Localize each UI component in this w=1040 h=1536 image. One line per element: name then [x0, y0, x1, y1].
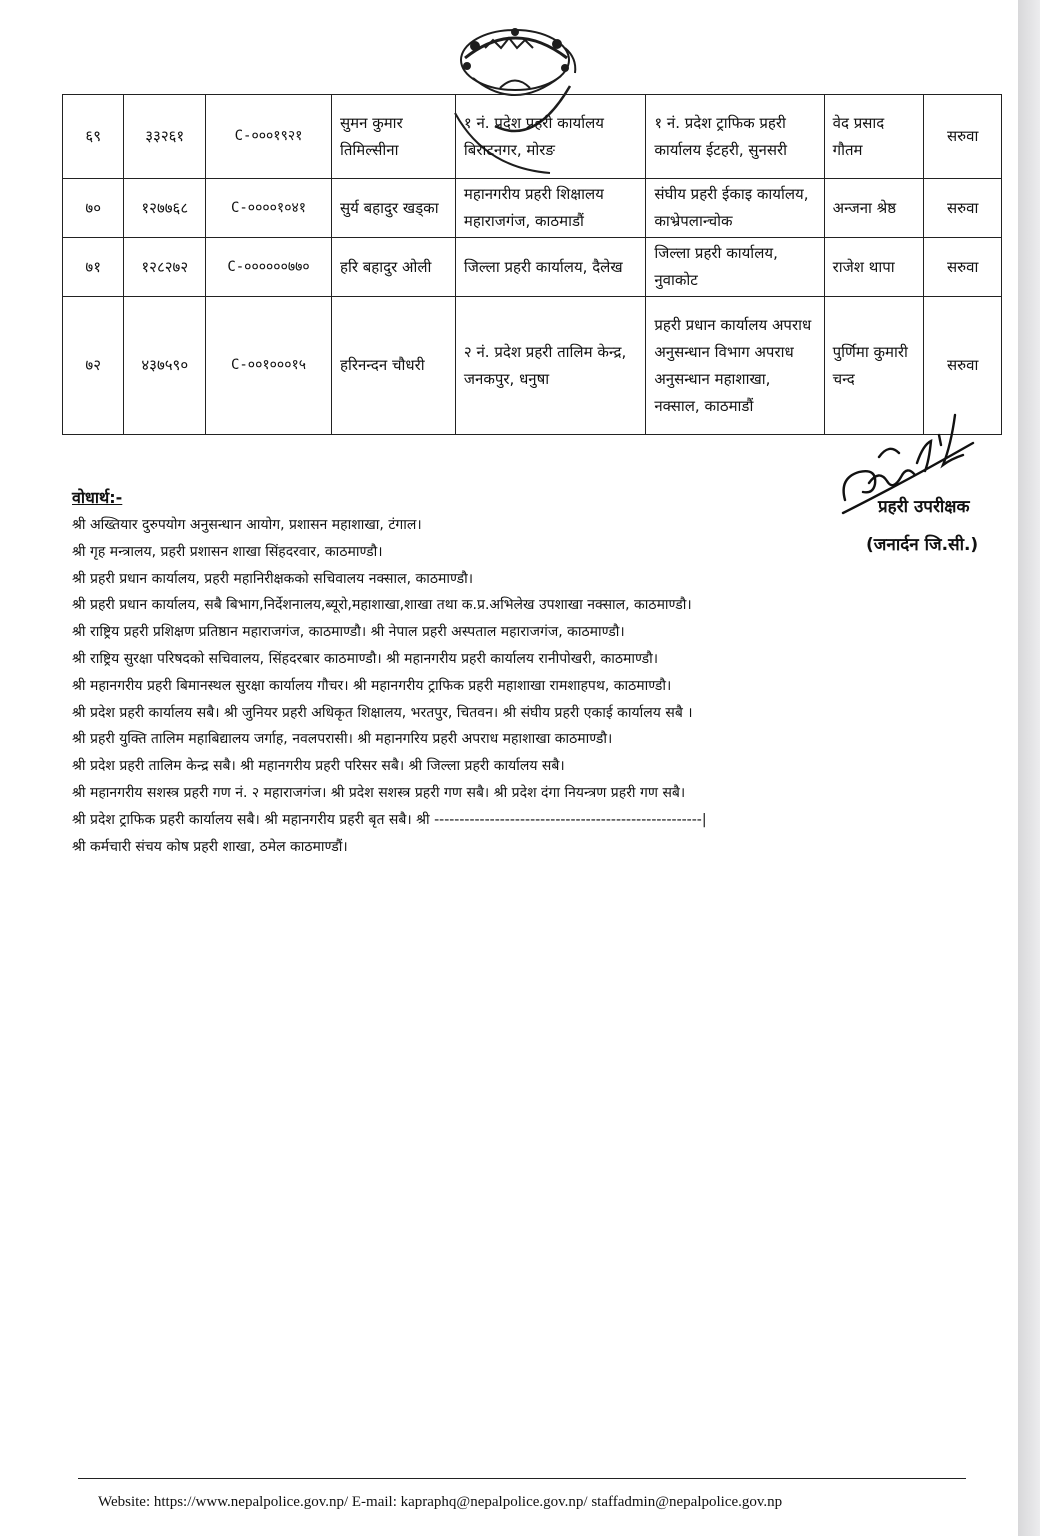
signatory-name: (जनार्दन जि.सी.) [866, 535, 979, 555]
approver-cell: राजेश थापा [824, 238, 924, 297]
list-item: श्री प्रहरी प्रधान कार्यालय, प्रहरी महानिरीक्षकको सचिवालय नक्साल, काठमाण्डौ। [72, 570, 474, 587]
table-row [63, 179, 1002, 238]
approver-cell: वेद प्रसाद गौतम [824, 95, 924, 179]
to-office-cell: जिल्ला प्रहरी कार्यालय, नुवाकोट [646, 238, 824, 297]
approver-cell: पुर्णिमा कुमारी चन्द [824, 297, 924, 435]
id-cell: १२७७६८ [124, 179, 206, 238]
list-item: श्री प्रदेश ट्राफिक प्रहरी कार्यालय सबै। श्री महानगरीय प्रहरी बृत सबै। श्री -----------------------------------------------------| [72, 811, 707, 828]
list-item: श्री महानगरीय प्रहरी बिमानस्थल सुरक्षा कार्यालय गौचर। श्री महानगरीय ट्राफिक प्रहरी महाशाखा रामशाहपथ, काठमाण्डौ। [72, 677, 672, 694]
table-row [63, 238, 1002, 297]
list-item: श्री राष्ट्रिय सुरक्षा परिषदको सचिवालय, सिंहदरबार काठमाण्डौ। श्री महानगरीय प्रहरी कार्यालय रानीपोखरी, काठमाण्डौ। [72, 650, 659, 667]
transfer-table [62, 94, 1002, 435]
id-cell: ४३७५९० [124, 297, 206, 435]
list-item: श्री राष्ट्रिय प्रहरी प्रशिक्षण प्रतिष्ठान महाराजगंज, काठमाण्डौ। श्री नेपाल प्रहरी अस्पताल महाराजगंज, काठमाण्डौ। [72, 624, 625, 641]
to-office-cell: प्रहरी प्रधान कार्यालय अपराध अनुसन्धान विभाग अपराध अनुसन्धान महाशाखा, नक्साल, काठमाडौं [646, 297, 824, 435]
code-cell: C-००१०००१५ [206, 297, 332, 435]
transfer-type-cell: सरुवा [924, 238, 1002, 297]
signatory-title: प्रहरी उपरीक्षक [878, 497, 970, 517]
from-office-cell: २ नं. प्रदेश प्रहरी तालिम केन्द्र, जनकपुर, धनुषा [455, 297, 645, 435]
list-item: श्री महानगरीय सशस्त्र प्रहरी गण नं. २ महाराजगंज। श्री प्रदेश सशस्त्र प्रहरी गण सबै। श्री प्रदेश दंगा नियन्त्रण प्रहरी गण सबै। [72, 784, 686, 801]
code-cell: C-०००१९२१ [206, 95, 332, 179]
transfer-type-cell: सरुवा [924, 95, 1002, 179]
name-cell: हरि बहादुर ओली [331, 238, 455, 297]
from-office-cell: जिल्ला प्रहरी कार्यालय, दैलेख [455, 238, 645, 297]
from-office-cell: महानगरीय प्रहरी शिक्षालय महाराजगंज, काठमाडौं [455, 179, 645, 238]
serial-cell: ७१ [63, 238, 124, 297]
serial-cell: ६९ [63, 95, 124, 179]
serial-cell: ७० [63, 179, 124, 238]
name-cell: सुर्य बहादुर खड्का [331, 179, 455, 238]
list-item: श्री प्रदेश प्रहरी कार्यालय सबै। श्री जुनियर प्रहरी अधिकृत शिक्षालय, भरतपुर, चितवन। श्री संघीय प्रहरी एकाई कार्यालय सबै । [72, 704, 693, 721]
list-item: श्री प्रहरी प्रधान कार्यालय, सबै बिभाग,निर्देशनालय,ब्यूरो,महाशाखा,शाखा तथा क.प्र.अभिलेख उपशाखा नक्साल, काठमाण्डौ। [72, 597, 692, 614]
list-item: श्री कर्मचारी संचय कोष प्रहरी शाखा, ठमेल काठमाण्डौं। [72, 838, 348, 855]
transfer-type-cell: सरुवा [924, 179, 1002, 238]
list-item: श्री प्रहरी युक्ति तालिम महाबिद्यालय जर्गाह, नवलपरासी। श्री महानगरिय प्रहरी अपराध महाशाखा काठमाण्डौ। [72, 731, 613, 748]
table-row [63, 95, 1002, 179]
from-office-cell: १ नं. प्रदेश प्रहरी कार्यालय बिराटनगर, मोरङ [455, 95, 645, 179]
recipient-list [72, 512, 862, 860]
list-item: श्री गृह मन्त्रालय, प्रहरी प्रशासन शाखा सिंहदरवार, काठमाण्डौ। [72, 543, 383, 560]
serial-cell: ७२ [63, 297, 124, 435]
code-cell: C-००००००७७० [206, 238, 332, 297]
id-cell: १२८२७२ [124, 238, 206, 297]
name-cell: हरिनन्दन चौधरी [331, 297, 455, 435]
footer-contact: Website: https://www.nepalpolice.gov.np/ E-mail: kapraphq@nepalpolice.gov.np/ staffadmin@nepalpolice.gov.np [98, 1494, 783, 1510]
approver-cell: अन्जना श्रेष्ठ [824, 179, 924, 238]
code-cell: C-००००१०४१ [206, 179, 332, 238]
list-item: श्री प्रदेश प्रहरी तालिम केन्द्र सबै। श्री महानगरीय प्रहरी परिसर सबै। श्री जिल्ला प्रहरी कार्यालय सबै। [72, 758, 565, 775]
to-office-cell: संघीय प्रहरी ईकाइ कार्यालय, काभ्रेपलान्चोक [646, 179, 824, 238]
to-office-cell: १ नं. प्रदेश ट्राफिक प्रहरी कार्यालय ईटहरी, सुनसरी [646, 95, 824, 179]
id-cell: ३३२६१ [124, 95, 206, 179]
bodhartha-heading: वोधार्थ:- [72, 488, 123, 507]
footer-divider [78, 1478, 966, 1479]
name-cell: सुमन कुमार तिमिल्सीना [331, 95, 455, 179]
list-item: श्री अख्तियार दुरुपयोग अनुसन्धान आयोग, प्रशासन महाशाखा, टंगाल। [72, 517, 422, 533]
page-edge-shadow [1018, 0, 1040, 1536]
transfer-type-cell: सरुवा [924, 297, 1002, 435]
